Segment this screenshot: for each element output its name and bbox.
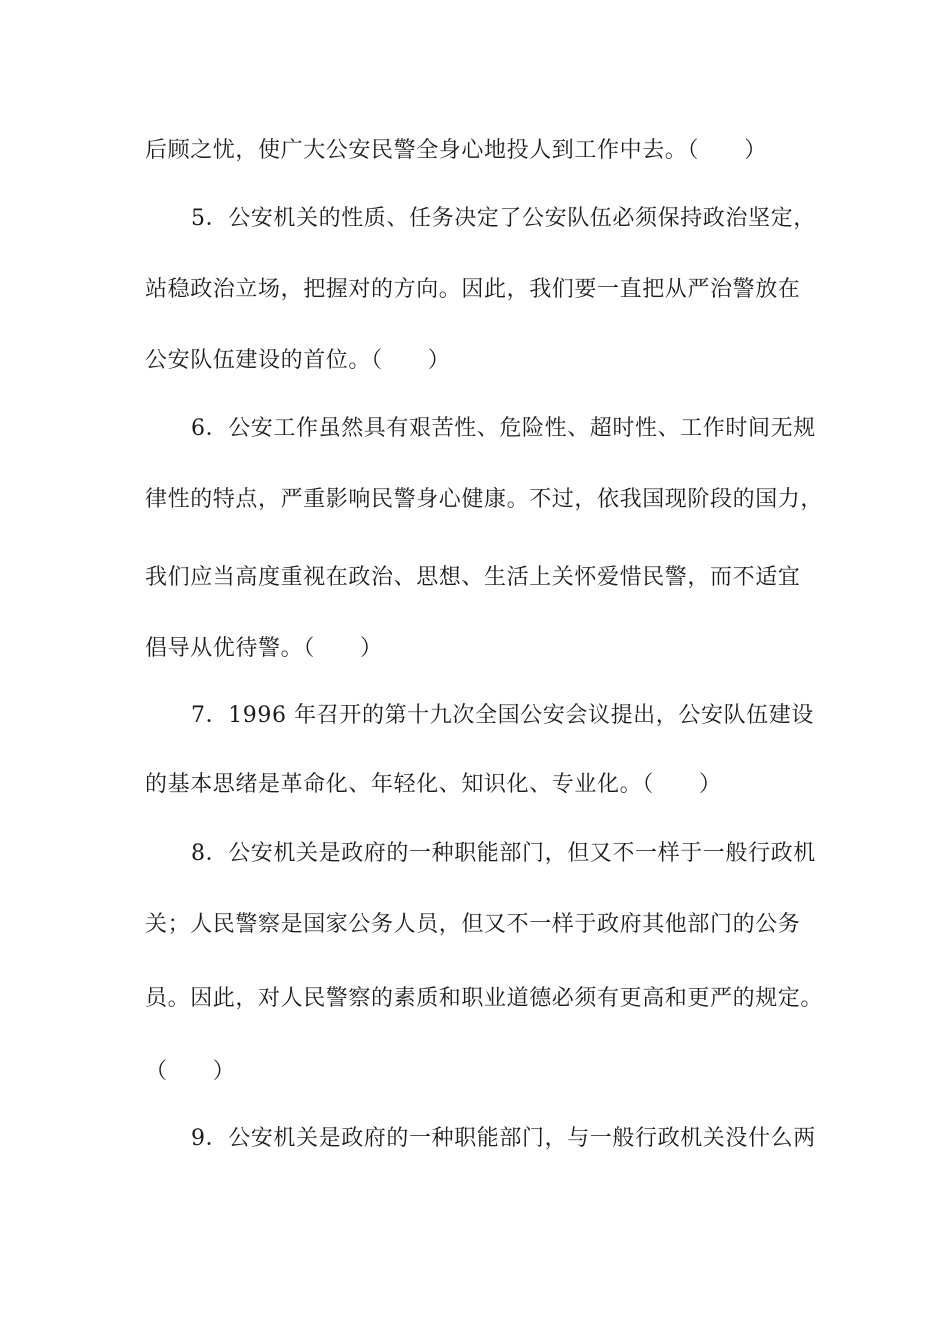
text-line: 我们应当高度重视在政治、思想、生活上关怀爱惜民警，而不适宜 — [145, 565, 801, 590]
question-7-line: 7．1996 年召开的第十九次全国公安会议提出，公安队伍建设 — [191, 703, 814, 728]
text-line: 关；人民警察是国家公务人员，但又不一样于政府其他部门的公务 — [145, 912, 801, 937]
text-line: 后顾之忧，使广大公安民警全身心地投人到工作中去。（ ） — [145, 138, 767, 163]
text-line: 律性的特点，严重影响民警身心健康。不过，依我国现阶段的国力， — [145, 487, 824, 512]
question-8-line: 8．公安机关是政府的一种职能部门，但又不一样于一般行政机 — [191, 841, 816, 866]
question-5-line: 5．公安机关的性质、任务决定了公安队伍必须保持政治坚定， — [191, 206, 816, 231]
text-line: 公安队伍建设的首位。（ ） — [145, 348, 451, 373]
text-line: 员。因此，对人民警察的素质和职业道德必须有更高和更严的规定。 — [145, 986, 824, 1011]
text-line: （ ） — [145, 1059, 236, 1084]
question-6-line: 6．公安工作虽然具有艰苦性、危险性、超时性、工作时间无规 — [191, 416, 816, 441]
text-line: 倡导从优待警。（ ） — [145, 636, 383, 661]
text-line: 的基本思绪是革命化、年轻化、知识化、专业化。（ ） — [145, 772, 722, 797]
text-line: 站稳政治立场，把握对的方向。因此，我们要一直把从严治警放在 — [145, 277, 801, 302]
question-9-line: 9．公安机关是政府的一种职能部门，与一般行政机关没什么两 — [191, 1126, 816, 1151]
